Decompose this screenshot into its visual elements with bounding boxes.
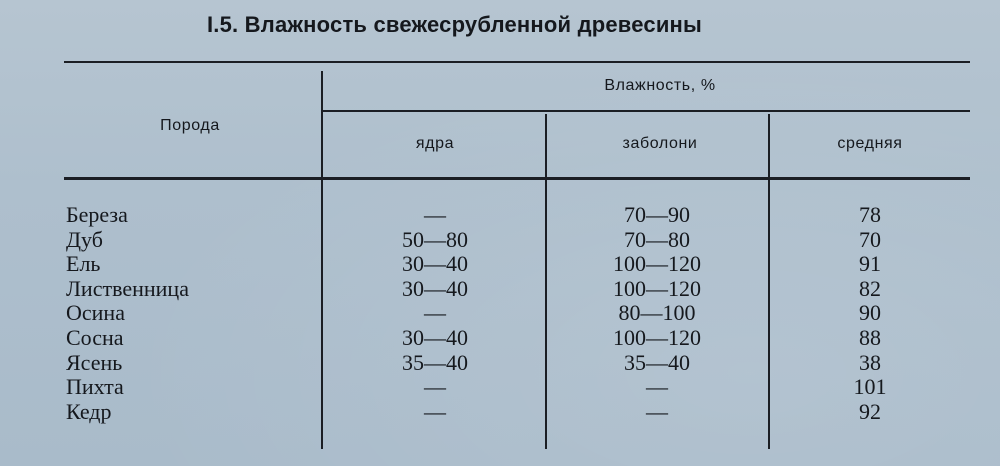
table-cell-species: Ель bbox=[66, 251, 101, 277]
table-cell-species: Сосна bbox=[66, 324, 124, 350]
table-cell-core: — bbox=[424, 202, 446, 227]
header-mid-rule bbox=[322, 110, 970, 112]
table-cell-core: 50—80 bbox=[402, 226, 468, 252]
table-cell-core: 30—40 bbox=[402, 275, 468, 301]
table-cell-core: — bbox=[424, 374, 446, 400]
table-cell-sapwood: 70—80 bbox=[624, 226, 690, 252]
table-cell-sapwood: — bbox=[646, 398, 668, 424]
header-sapwood: заболони bbox=[622, 135, 698, 152]
table-cell-average: 90 bbox=[859, 300, 881, 326]
table-cell-sapwood: — bbox=[646, 374, 668, 400]
table-cell-species: Пихта bbox=[66, 374, 124, 400]
table-cell-sapwood: 100—120 bbox=[613, 275, 701, 301]
table-cell-species: Береза bbox=[66, 202, 128, 227]
table-caption: I.5. Влажность свежесрубленной древесины bbox=[207, 12, 703, 37]
core-divider bbox=[545, 114, 547, 449]
table-cell-average: 70 bbox=[859, 226, 881, 252]
table-cell-average: 91 bbox=[859, 251, 881, 277]
table-cell-sapwood: 100—120 bbox=[613, 251, 701, 277]
header-moisture: Влажность, % bbox=[604, 77, 716, 94]
average-column bbox=[780, 203, 960, 424]
table-cell-core: — bbox=[424, 398, 446, 424]
table-cell-average: 92 bbox=[859, 398, 881, 424]
sapwood-divider bbox=[768, 114, 770, 449]
table-cell-average: 82 bbox=[859, 275, 881, 301]
table-cell-core: — bbox=[424, 300, 446, 326]
table-cell-species: Ясень bbox=[66, 349, 123, 375]
species-divider bbox=[321, 71, 323, 449]
table-cell-average: 101 bbox=[853, 374, 887, 400]
table-cell-core: 30—40 bbox=[402, 324, 468, 350]
header-average: средняя bbox=[837, 135, 903, 152]
species-column bbox=[66, 203, 316, 424]
table-cell-species: Осина bbox=[66, 300, 125, 326]
table-cell-sapwood: 35—40 bbox=[624, 349, 690, 375]
core-column bbox=[335, 203, 535, 424]
table-cell-sapwood: 100—120 bbox=[613, 324, 701, 350]
table-cell-average: 88 bbox=[859, 324, 881, 350]
sapwood-column bbox=[557, 203, 757, 424]
header-core: ядра bbox=[415, 135, 455, 152]
table-cell-sapwood: 70—90 bbox=[624, 202, 690, 227]
table-cell-average: 78 bbox=[859, 202, 881, 227]
table-cell-average: 38 bbox=[859, 349, 881, 375]
table-cell-sapwood: 80—100 bbox=[618, 300, 696, 326]
table-cell-species: Дуб bbox=[66, 226, 103, 252]
table-cell-core: 35—40 bbox=[402, 349, 468, 375]
table-cell-species: Лиственница bbox=[66, 275, 189, 301]
table-top-rule bbox=[64, 61, 970, 63]
header-species: Порода bbox=[160, 117, 220, 134]
table-cell-core: 30—40 bbox=[402, 251, 468, 277]
table-cell-species: Кедр bbox=[66, 398, 112, 424]
header-bottom-rule bbox=[64, 177, 970, 180]
